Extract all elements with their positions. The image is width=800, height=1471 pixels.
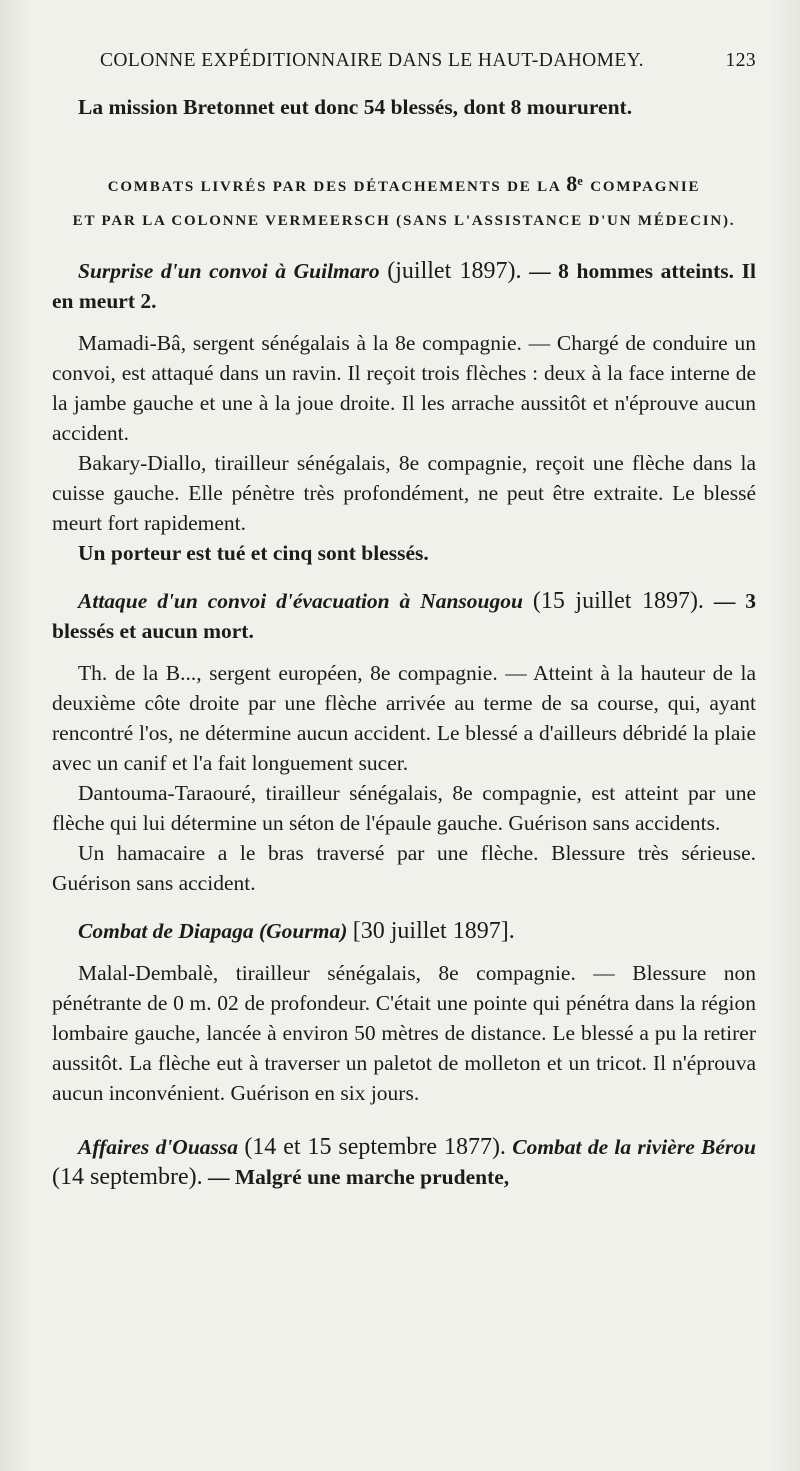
page-body <box>52 92 756 1192</box>
casualty-entry: Un hamacaire a le bras traversé par une flèche. Blessure très sérieuse. Guérison sans accident. <box>52 841 756 895</box>
event-title: Affaires d'Ouassa (14 et 15 septembre 1877). Combat de la rivière Bérou (14 septembre). — Malgré une marche prudente, <box>52 1134 756 1190</box>
section-heading-line-2: ET PAR LA COLONNE VERMEERSCH (SANS L'ASSISTANCE D'UN MÉDECIN). <box>72 213 736 229</box>
intro-paragraph: La mission Bretonnet eut donc 54 blessés, dont 8 moururent. <box>78 95 633 119</box>
casualty-entry: Dantouma-Taraouré, tirailleur sénégalais, 8e compagnie, est atteint par une flèche qui lui détermine un séton de l'épaule gauche. Guérison sans accidents. <box>52 781 756 835</box>
section-heading-line-1: COMBATS LIVRÉS PAR DES DÉTACHEMENTS DE LA 8e COMPAGNIE <box>107 171 701 196</box>
casualty-entry: Mamadi-Bâ, sergent sénégalais à la 8e compagnie. — Chargé de conduire un convoi, est attaqué dans un ravin. Il reçoit trois flèches : deux à la face interne de la jambe gauche et une à la joue droite. Il les arrache aussitôt et n'éprouve aucun accident. <box>52 331 756 445</box>
section-heading <box>52 164 756 238</box>
casualty-entry: Malal-Dembalè, tirailleur sénégalais, 8e compagnie. — Blessure non pénétrante de 0 m. 02 de profondeur. C'était une pointe qui pénétra dans la région lombaire gauche, lancée à environ 50 mètres de distance. Le blessé a pu la retirer aussitôt. La flèche eut à traverser un paletot de molleton et un tricot. Il n'éprouva aucun inconvénient. Guérison en six jours. <box>52 961 756 1105</box>
running-head <box>100 50 756 72</box>
casualty-entry: Th. de la B..., sergent européen, 8e compagnie. — Atteint à la hauteur de la deuxième côte droite par une flèche arrivée au terme de sa course, qui, ayant rencontré l'os, ne détermine aucun accident. Le blessé a d'ailleurs débridé la plaie avec un canif et l'a fait longuement sucer. <box>52 661 756 775</box>
page-number: 123 <box>725 50 756 71</box>
casualty-entry: Bakary-Diallo, tirailleur sénégalais, 8e compagnie, reçoit une flèche dans la cuisse gauche. Elle pénètre très profondément, ne peut être extraite. Le blessé meurt fort rapidement. <box>52 451 756 535</box>
running-title: COLONNE EXPÉDITIONNAIRE DANS LE HAUT-DAHOMEY. <box>100 50 644 71</box>
casualty-entry: Un porteur est tué et cinq sont blessés. <box>78 541 429 565</box>
event-title: Combat de Diapaga (Gourma) [30 juillet 1897]. <box>78 918 515 944</box>
event-title: Attaque d'un convoi d'évacuation à Nansougou (15 juillet 1897). — 3 blessés et aucun mort. <box>52 588 757 643</box>
event-title: Surprise d'un convoi à Guilmaro (juillet 1897). — 8 hommes atteints. Il en meurt 2. <box>52 258 756 313</box>
